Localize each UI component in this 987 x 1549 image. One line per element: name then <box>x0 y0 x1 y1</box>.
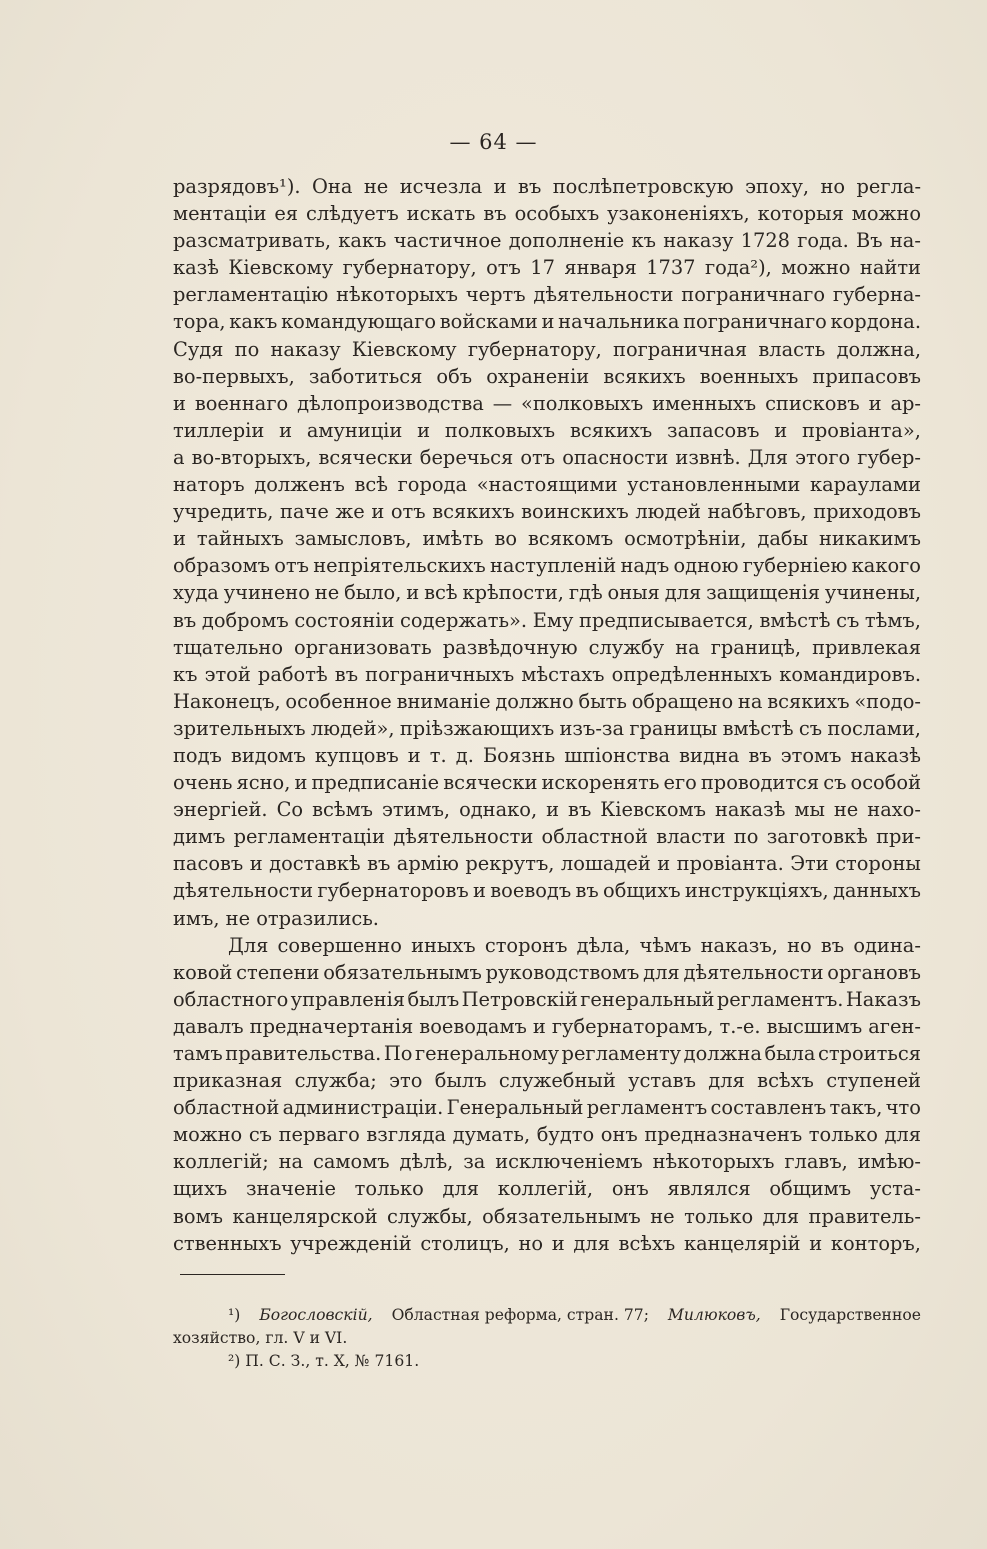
text-line: тора, какъ командующаго войсками и начальника пограничнаго кордона. <box>173 310 921 334</box>
text-line: къ этой работѣ въ пограничныхъ мѣстахъ опредѣленныхъ командировъ. <box>173 662 921 686</box>
footnote-rule <box>180 1274 285 1275</box>
text-line: очень ясно, и предписаніе всячески искоренять его проводится съ особой <box>173 771 921 795</box>
footnote-1-line-1 <box>173 1304 921 1327</box>
text-line: вомъ канцелярской службы, обязательнымъ не только для правитель- <box>173 1204 921 1228</box>
text-line: ственныхъ учрежденій столицъ, но и для всѣхъ канцелярій и конторъ, <box>173 1231 921 1255</box>
text-line: щихъ значеніе только для коллегій, онъ являлся общимъ уста- <box>173 1177 921 1201</box>
footnote-1-text-1: Областная реформа, стран. 77; <box>391 1306 649 1324</box>
body-text <box>173 173 921 1257</box>
text-line: тщательно организовать развѣдочную службу на границѣ, привлекая <box>173 635 921 659</box>
text-line: пасовъ и доставкѣ въ армію рекрутъ, лошадей и провіанта. Эти стороны <box>173 852 921 876</box>
text-line: областной администраціи. Генеральный регламентъ составленъ такъ, что <box>173 1096 921 1120</box>
text-line: разрядовъ¹). Она не исчезла и въ послѣпетровскую эпоху, но регла- <box>173 175 921 198</box>
text-line: можно съ перваго взгляда думать, будто онъ предназначенъ только для <box>173 1123 921 1147</box>
footnote-1-line-2: хозяйство, гл. V и VI. <box>173 1329 348 1347</box>
text-line: приказная служба; это былъ служебный уставъ для всѣхъ ступеней <box>173 1069 921 1093</box>
text-line: образомъ отъ непріятельскихъ наступленій надъ одною губерніею какого <box>173 554 921 578</box>
text-line: худа учинено не было, и всѣ крѣпости, гдѣ оныя для защищенія учинены, <box>173 581 921 605</box>
text-line: давалъ предначертанія воеводамъ и губернаторамъ, т.-е. высшимъ аген- <box>173 1014 921 1038</box>
footnote-1-author-1: Богословскій, <box>259 1306 373 1324</box>
text-line: областного управленія былъ Петровскій генеральный регламентъ. Наказъ <box>173 987 921 1011</box>
text-line: казѣ Кіевскому губернатору, отъ 17 января 1737 года²), можно найти <box>173 256 921 280</box>
text-line: въ добромъ состояніи содержать». Ему предписывается, вмѣстѣ съ тѣмъ, <box>173 608 921 632</box>
text-line: Для совершенно иныхъ сторонъ дѣла, чѣмъ наказъ, но въ одина- <box>228 933 921 957</box>
text-line: и тайныхъ замысловъ, имѣть во всякомъ осмотрѣніи, дабы никакимъ <box>173 527 921 551</box>
text-line: ковой степени обязательнымъ руководствомъ для дѣятельности органовъ <box>173 960 921 984</box>
text-line: энергіей. Со всѣмъ этимъ, однако, и въ Кіевскомъ наказѣ мы не нахо- <box>173 798 921 822</box>
text-line: учредить, паче же и отъ всякихъ воинскихъ людей набѣговъ, приходовъ <box>173 500 921 524</box>
text-line: зрительныхъ людей», пріѣзжающихъ изъ-за границы вмѣстѣ съ послами, <box>173 716 921 740</box>
footnote-1-text-2: Государственное <box>779 1306 921 1324</box>
text-line: димъ регламентаціи дѣятельности областной власти по заготовкѣ при- <box>173 825 921 849</box>
text-line: во-первыхъ, заботиться объ охраненіи всякихъ военныхъ припасовъ <box>173 364 921 388</box>
text-line: наторъ долженъ всѣ города «настоящими установленными караулами <box>173 473 921 497</box>
text-line: и военнаго дѣлопроизводства — «полковыхъ именныхъ списковъ и ар- <box>173 391 921 415</box>
text-line: коллегій; на самомъ дѣлѣ, за исключеніемъ нѣкоторыхъ главъ, имѣю- <box>173 1150 921 1174</box>
footnote-1-mark: ¹) <box>228 1306 241 1324</box>
text-line: регламентацію нѣкоторыхъ чертъ дѣятельности пограничнаго губерна- <box>173 283 921 307</box>
text-line: разсматривать, какъ частичное дополненіе къ наказу 1728 года. Въ на- <box>173 229 921 253</box>
text-line: ментаціи ея слѣдуетъ искать въ особыхъ узаконеніяхъ, которыя можно <box>173 202 921 226</box>
footnote-1-author-2: Милюковъ, <box>667 1306 761 1324</box>
text-line: дѣятельности губернаторовъ и воеводъ въ общихъ инструкціяхъ, данныхъ <box>173 879 921 903</box>
text-line: а во-вторыхъ, всячески беречься отъ опасности извнѣ. Для этого губер- <box>173 445 921 469</box>
text-line: Наконецъ, особенное вниманіе должно быть обращено на всякихъ «подо- <box>173 689 921 713</box>
text-line: тиллеріи и амуниціи и полковыхъ всякихъ запасовъ и провіанта», <box>173 418 921 442</box>
text-line: подъ видомъ купцовъ и т. д. Боязнь шпіонства видна въ этомъ наказѣ <box>173 743 921 767</box>
text-line: тамъ правительства. По генеральному регламенту должна была строиться <box>173 1042 921 1065</box>
footnote-2: ²) П. С. З., т. X, № 7161. <box>228 1352 420 1370</box>
page-number: — 64 — <box>449 130 538 154</box>
text-line: имъ, не отразились. <box>173 906 379 930</box>
text-line: Судя по наказу Кіевскому губернатору, пограничная власть должна, <box>173 337 921 361</box>
footnotes <box>173 1304 921 1373</box>
